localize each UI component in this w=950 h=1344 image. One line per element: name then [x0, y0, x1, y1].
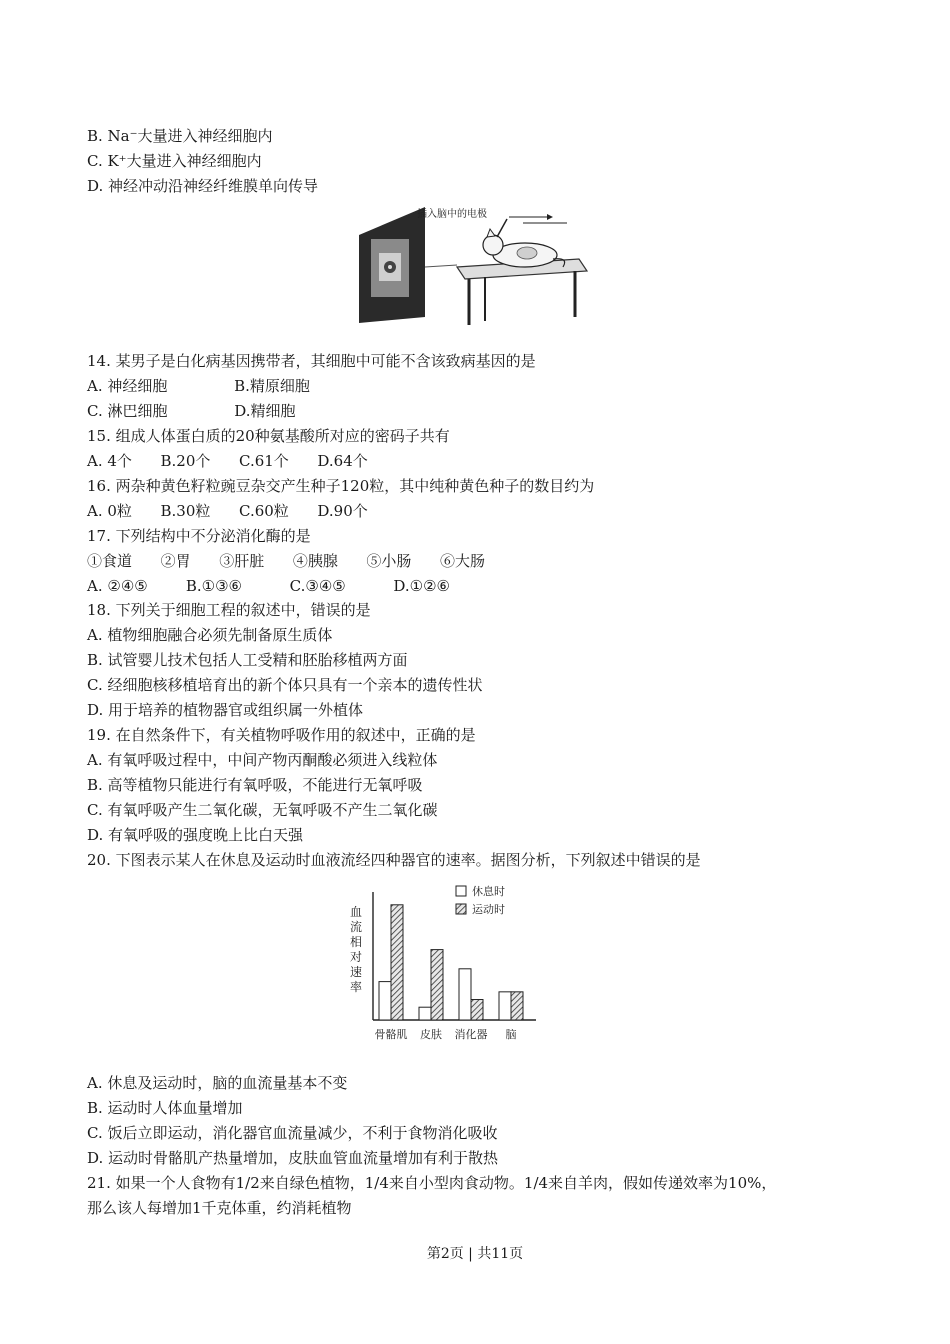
q19-option-d: D. 有氧呼吸的强度晚上比白天强 [87, 826, 304, 844]
q14-stem: 14. 某男子是白化病基因携带者，其细胞中可能不含该致病基因的是 [87, 352, 536, 370]
q20-option-a: A. 休息及运动时，脑的血流量基本不变 [87, 1074, 348, 1092]
q14-options-cd: C. 淋巴细胞 D.精细胞 [87, 402, 296, 420]
x-tick-label: 脑 [505, 1028, 517, 1041]
q19-stem: 19. 在自然条件下，有关植物呼吸作用的叙述中，正确的是 [87, 726, 476, 744]
bar-rest-2 [459, 969, 471, 1020]
legend-rest-swatch [456, 886, 466, 896]
chart-ylabel: 血流相对速率 [350, 905, 363, 994]
q18-option-a: A. 植物细胞融合必须先制备原生质体 [87, 626, 333, 644]
q19-option-a: A. 有氧呼吸过程中，中间产物丙酮酸必须进入线粒体 [87, 751, 438, 769]
q21-line2: 那么该人每增加1千克体重，约消耗植物 [87, 1199, 352, 1217]
q19-option-c: C. 有氧呼吸产生二氧化碳，无氧呼吸不产生二氧化碳 [87, 801, 438, 819]
q13-option-c: C. K⁺大量进入神经细胞内 [87, 152, 262, 170]
q18-option-b: B. 试管婴儿技术包括人工受精和胚胎移植两方面 [87, 651, 408, 669]
q16-options: A. 0粒 B.30粒 C.60粒 D.90个 [87, 502, 368, 520]
bar-rest-0 [379, 982, 391, 1020]
q13-option-d: D. 神经冲动沿神经纤维膜单向传导 [87, 177, 319, 195]
blood-flow-chart [340, 878, 540, 1044]
q15-stem: 15. 组成人体蛋白质的20种氨基酸所对应的密码子共有 [87, 427, 450, 445]
x-tick-label: 皮肤 [420, 1028, 442, 1041]
q18-option-d: D. 用于培养的植物器官或组织属一外植体 [87, 701, 364, 719]
q13-option-b: B. Na⁻大量进入神经细胞内 [87, 127, 273, 145]
q20-option-c: C. 饭后立即运动，消化器官血流量减少，不利于食物消化吸收 [87, 1124, 498, 1142]
q20-option-b: B. 运动时人体血量增加 [87, 1099, 243, 1117]
q18-option-c: C. 经细胞核移植培育出的新个体只具有一个亲本的遗传性状 [87, 676, 483, 694]
bar-exercise-2 [471, 1000, 483, 1020]
bar-rest-1 [419, 1007, 431, 1020]
legend-exercise-label: 运动时 [472, 903, 505, 916]
x-tick-label: 骨骼肌 [374, 1028, 408, 1041]
x-tick-label: 消化器 [454, 1028, 488, 1041]
bar-rest-3 [499, 992, 511, 1020]
bar-exercise-1 [431, 950, 443, 1020]
q17-items: ①食道 ②胃 ③肝脏 ④胰腺 ⑤小肠 ⑥大肠 [87, 552, 486, 570]
q14-options-ab: A. 神经细胞 B.精原细胞 [87, 377, 310, 395]
page-footer: 第2页 | 共11页 [426, 1246, 524, 1262]
q21-line1: 21. 如果一个人食物有1/2来自绿色植物，1/4来自小型肉食动物。1/4来自羊肉，假如传递效率为10%， [87, 1174, 777, 1192]
q15-options: A. 4个 B.20个 C.61个 D.64个 [87, 452, 368, 470]
legend-exercise-swatch [456, 904, 466, 914]
bar-exercise-3 [511, 992, 523, 1020]
q17-options: A. ②④⑤ B.①③⑥ C.③④⑤ D.①②⑥ [87, 577, 451, 595]
q18-stem: 18. 下列关于细胞工程的叙述中，错误的是 [87, 601, 371, 619]
q20-option-d: D. 运动时骨骼肌产热量增加，皮肤血管血流量增加有利于散热 [87, 1149, 499, 1167]
legend-rest-label: 休息时 [472, 885, 505, 898]
electrode-label: 插入脑中的电极 [417, 209, 487, 220]
q16-stem: 16. 两杂种黄色籽粒豌豆杂交产生种子120粒，其中纯种黄色种子的数目约为 [87, 477, 595, 495]
bar-exercise-0 [391, 905, 403, 1020]
cat-electrode-figure [357, 205, 589, 327]
q20-stem: 20. 下图表示某人在休息及运动时血液流经四种器官的速率。据图分析，下列叙述中错误的是 [87, 851, 701, 869]
q17-stem: 17. 下列结构中不分泌消化酶的是 [87, 527, 311, 545]
q19-option-b: B. 高等植物只能进行有氧呼吸，不能进行无氧呼吸 [87, 776, 423, 794]
